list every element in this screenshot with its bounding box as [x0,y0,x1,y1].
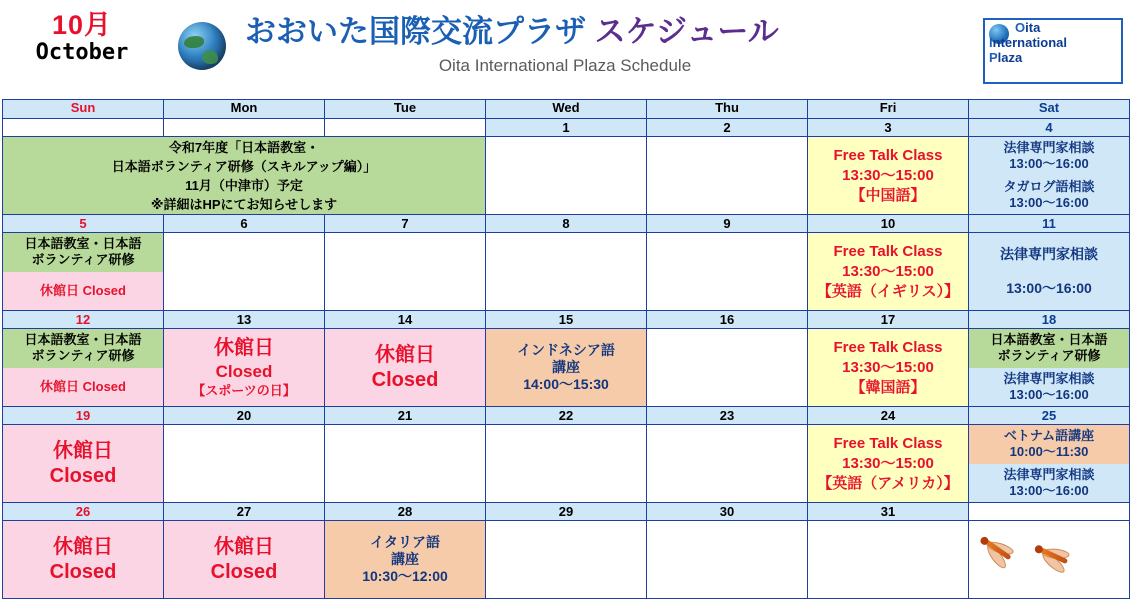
cell-line: タガログ語相談 [1003,178,1095,194]
decoration-cell [969,521,1130,599]
date-cell-26: 26 [3,503,164,521]
date-cell-25: 25 [969,407,1130,425]
cell-line: 休館日 [53,535,113,558]
event-cell [164,329,325,407]
date-cell-29: 29 [486,503,647,521]
event-line: 【英語（アメリカ）】 [817,474,959,492]
event-block [3,233,163,272]
date-cell-15: 15 [486,311,647,329]
date-cell-empty [3,119,164,137]
calendar-cell-empty [486,233,647,311]
notice-line: 11月（中津市）予定 [185,177,303,193]
date-cell-18: 18 [969,311,1130,329]
calendar-cell-empty [164,425,325,503]
event-cell [325,521,486,599]
date-cell-9: 9 [647,215,808,233]
cell-line: Closed [49,560,117,583]
date-cell-empty [325,119,486,137]
event-block [969,425,1129,464]
cell-line: 日本語教室・日本語 [990,332,1108,348]
cell-line: 10:00～11:30 [1009,444,1089,460]
notice-cell [3,137,486,215]
page-title [245,14,885,76]
calendar-cell-empty [647,329,808,407]
date-row [3,119,1130,137]
week-row [3,425,1130,503]
event-stack [969,329,1129,406]
free-talk-class-cell [808,425,969,503]
date-cell-12: 12 [3,311,164,329]
event-line: Free Talk Class [833,338,943,356]
date-cell-empty [969,503,1130,521]
event-cell [969,329,1130,407]
cell-line: 法律専門家相談 [1003,140,1095,156]
week-row [3,137,1130,215]
date-cell-16: 16 [647,311,808,329]
event-block [969,233,1129,310]
event-line: 13:30～15:00 [842,262,934,280]
calendar-cell-empty [808,521,969,599]
date-cell-empty [164,119,325,137]
cell-line: ボランティア研修 [31,252,135,268]
cell-line: 講座 [552,359,580,375]
event-block [969,329,1129,368]
event-block [969,464,1129,503]
logo-line-1 [985,20,1121,35]
calendar-cell-empty [647,137,808,215]
cell-line: ボランティア研修 [997,348,1101,364]
date-row [3,503,1130,521]
cell-line: イタリア語 [370,534,440,550]
cell-line: 講座 [391,551,419,567]
free-talk-class-cell [808,137,969,215]
event-stack [969,137,1129,214]
calendar-cell-empty [325,233,486,311]
logo-text-ita: ita [1025,20,1041,35]
date-cell-31: 31 [808,503,969,521]
logo-text-international: nternational [992,35,1068,50]
cell-line: 13:00～16:00 [1009,194,1089,210]
free-talk-class-cell [808,233,969,311]
event-line: 【韓国語】 [850,378,926,396]
event-block [486,329,646,406]
logo-line-2 [985,35,1121,50]
notice-text [3,137,485,214]
cell-line: 日本語教室・日本語 [24,236,142,252]
event-line: 13:30～15:00 [842,358,934,376]
calendar-header-row [3,100,1130,119]
calendar-cell-empty [486,137,647,215]
dragonfly-decoration [969,521,1129,598]
date-cell-23: 23 [647,407,808,425]
event-line: 13:30～15:00 [842,166,934,184]
calendar-cell-empty [647,425,808,503]
logo-cap-o: O [1015,20,1026,35]
month-japanese: 10月 [51,10,113,40]
notice-line: 日本語ボランティア研修（スキルアップ編）」 [111,158,377,174]
logo-line-3 [985,50,1121,65]
event-line: 【英語（イギリス）】 [816,282,960,300]
date-cell-22: 22 [486,407,647,425]
event-cell [969,425,1130,503]
weekday-header-mon: Mon [164,100,325,119]
date-row [3,407,1130,425]
weekday-header-wed: Wed [486,100,647,119]
weekday-header-sat: Sat [969,100,1130,119]
cell-line: 10:30～12:00 [362,568,448,584]
event-line: Free Talk Class [833,434,943,452]
calendar-cell-empty [647,233,808,311]
date-cell-7: 7 [325,215,486,233]
logo-text-plaza: laza [997,50,1023,65]
cell-line: 13:00～16:00 [1009,482,1089,498]
event-cell [3,425,164,503]
event-stack [3,233,163,310]
date-cell-13: 13 [164,311,325,329]
date-row [3,311,1130,329]
cell-line: 休館日 Closed [40,282,126,298]
date-cell-28: 28 [325,503,486,521]
cell-line: 休館日 [214,535,274,558]
date-cell-3: 3 [808,119,969,137]
page-header [0,0,1131,99]
date-cell-17: 17 [808,311,969,329]
date-cell-30: 30 [647,503,808,521]
event-line: Free Talk Class [833,146,943,164]
cell-line: 13:00～16:00 [1006,280,1092,296]
event-block [3,521,163,598]
free-talk-class [808,233,968,310]
cell-line: Closed [49,464,117,487]
globe-icon [178,22,226,70]
calendar-table [2,99,1130,599]
week-row [3,521,1130,599]
month-english: October [35,40,129,65]
logo-cap-i: I [989,35,993,50]
calendar-cell-empty [486,521,647,599]
date-cell-14: 14 [325,311,486,329]
event-stack [969,425,1129,502]
date-cell-24: 24 [808,407,969,425]
event-block [164,521,324,598]
event-line: 【スポーツの日】 [192,383,296,398]
free-talk-class [808,329,968,406]
event-block [969,176,1129,215]
notice-line: 令和7年度「日本語教室・ [168,139,320,155]
event-cell [486,329,647,407]
free-talk-class [808,425,968,502]
cell-line: 日本語教室・日本語 [24,332,142,348]
cell-line: Closed [210,560,278,583]
cell-line: 休館日 [375,343,435,366]
date-cell-27: 27 [164,503,325,521]
calendar-cell-empty [164,233,325,311]
event-block [164,329,324,406]
date-cell-19: 19 [3,407,164,425]
event-block [3,425,163,502]
date-cell-10: 10 [808,215,969,233]
cell-line: 法律専門家相談 [1003,370,1095,386]
cell-line: 14:00～15:30 [523,376,609,392]
date-cell-1: 1 [486,119,647,137]
date-cell-20: 20 [164,407,325,425]
notice-line: ※詳細はHPにてお知らせします [150,196,338,212]
cell-line: Closed [371,368,439,391]
calendar-cell-empty [325,425,486,503]
event-cell [3,329,164,407]
event-cell [3,233,164,311]
cell-line: インドネシア語 [517,342,615,358]
cell-line: 休館日 [53,439,113,462]
date-cell-8: 8 [486,215,647,233]
free-talk-class [808,137,968,214]
event-line: Free Talk Class [833,242,943,260]
event-cell [969,233,1130,311]
free-talk-class-cell [808,329,969,407]
event-cell [969,137,1130,215]
event-block [3,272,163,311]
date-cell-2: 2 [647,119,808,137]
date-cell-6: 6 [164,215,325,233]
weekday-header-tue: Tue [325,100,486,119]
cell-line: 13:00～16:00 [1009,156,1089,172]
cell-line: 法律専門家相談 [1003,466,1095,482]
title-japanese-sub: スケジュール [594,14,779,49]
event-line: 休館日 [214,337,274,359]
date-cell-5: 5 [3,215,164,233]
cell-line: 13:00～16:00 [1009,386,1089,402]
event-line: Closed [215,362,273,381]
event-block [3,329,163,368]
weekday-header-sun: Sun [3,100,164,119]
title-japanese-main: おおいた国際交流プラザ [245,14,586,49]
week-row [3,329,1130,407]
event-stack [3,329,163,406]
event-block [325,329,485,406]
month-label [22,10,142,66]
date-cell-11: 11 [969,215,1130,233]
cell-line: ベトナム語講座 [1003,428,1095,444]
calendar-cell-empty [486,425,647,503]
cell-line: 休館日 Closed [40,378,126,394]
event-cell [3,521,164,599]
date-cell-4: 4 [969,119,1130,137]
calendar-cell-empty [647,521,808,599]
cell-line [1047,263,1051,280]
date-cell-21: 21 [325,407,486,425]
event-block [969,368,1129,407]
event-cell [325,329,486,407]
plaza-logo [983,18,1123,84]
event-block [3,368,163,407]
cell-line: 法律専門家相談 [1000,246,1098,262]
weekday-header-fri: Fri [808,100,969,119]
logo-cap-p: P [989,50,998,65]
event-line: 【中国語】 [850,186,926,204]
week-row [3,233,1130,311]
weekday-header-thu: Thu [647,100,808,119]
event-block [969,137,1129,176]
event-line: 13:30～15:00 [842,454,934,472]
date-row [3,215,1130,233]
cell-line: ボランティア研修 [31,348,135,364]
title-japanese [245,14,885,50]
event-block [325,521,485,598]
event-cell [164,521,325,599]
title-english: Oita International Plaza Schedule [438,56,692,75]
